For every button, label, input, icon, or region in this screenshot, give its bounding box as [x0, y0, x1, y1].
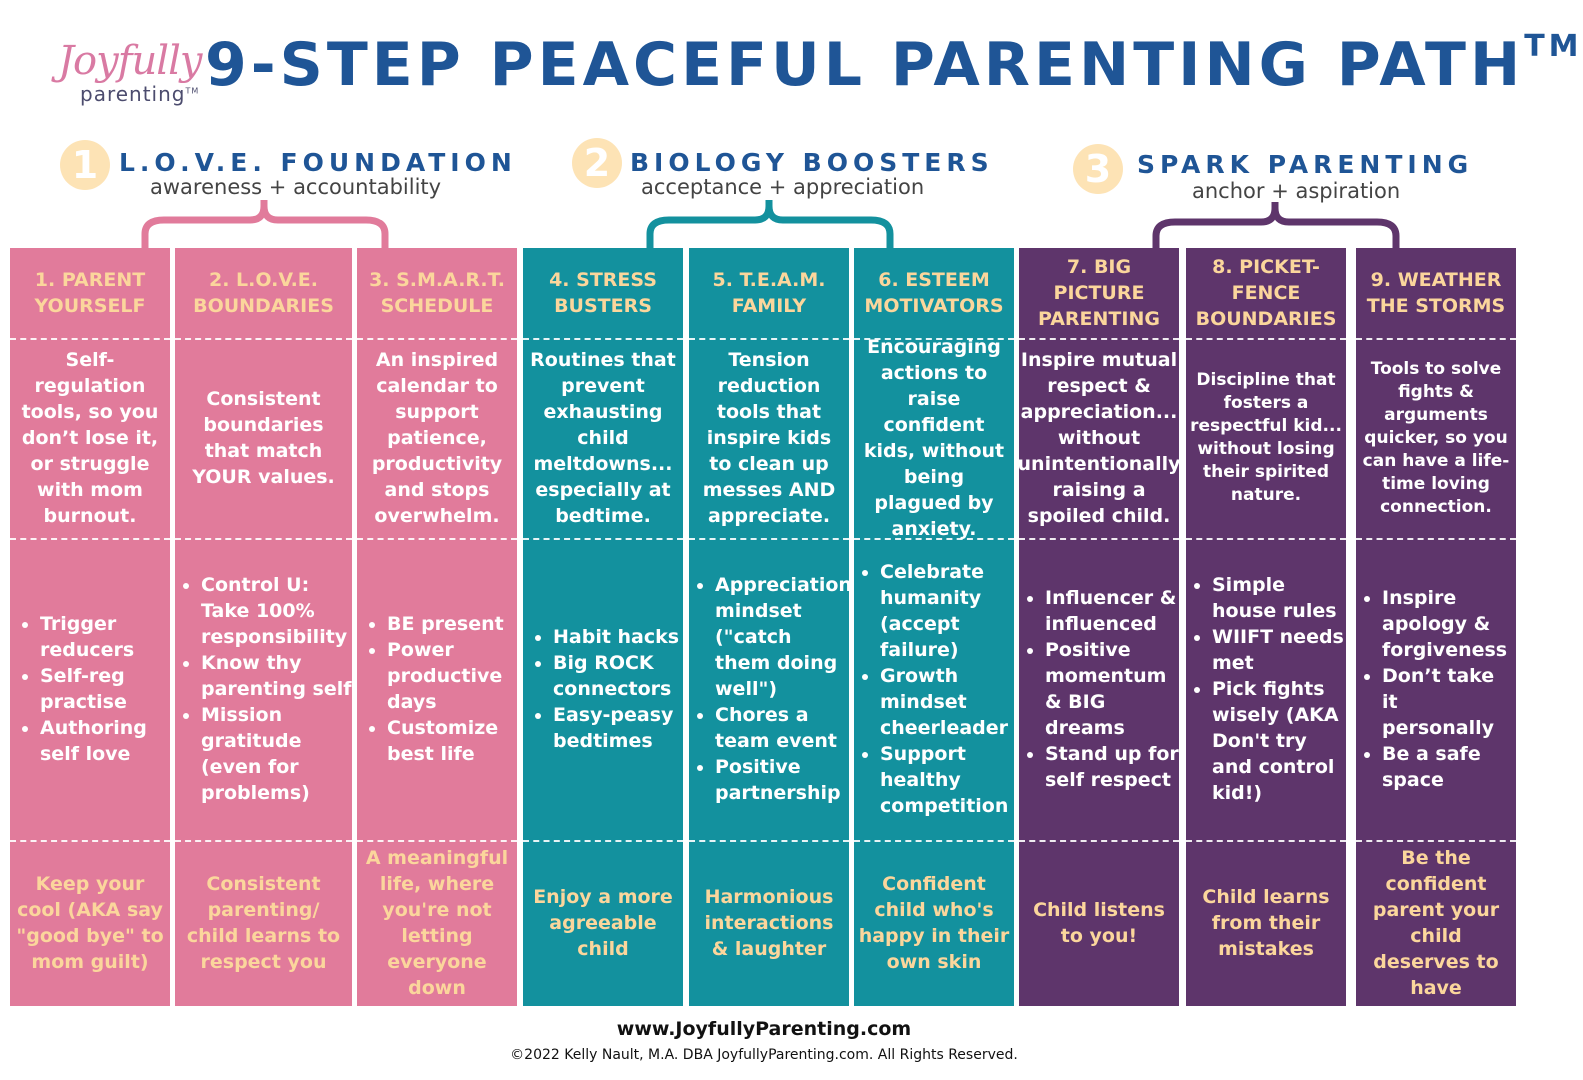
step-outcome: Consistent parenting/ child learns to respect you	[186, 873, 341, 973]
list-item: • Appreciation mindset ("catch them doing well")	[715, 572, 852, 702]
footer-url: www.JoyfullyParenting.com	[616, 1018, 912, 1040]
phase-title: L.O.V.E. FOUNDATION	[119, 148, 517, 177]
step-column-2	[175, 248, 352, 1006]
step-column-3	[357, 248, 517, 1006]
step-outcome: Keep your cool (AKA say "good bye" to mom guilt)	[16, 873, 164, 973]
step-column-9	[1356, 248, 1516, 1006]
step-bullets	[689, 572, 852, 806]
list-item: • WIIFT needs met	[1212, 624, 1346, 676]
page-title: 9-STEP PEACEFUL PARENTING PATH™	[205, 29, 1583, 100]
list-item: • Be a safe space	[1382, 741, 1516, 793]
step-description: An inspired calendar to support patience, productivity and stops overwhelm.	[371, 349, 503, 527]
step-outcome: Confident child who's happy in their own skin	[858, 873, 1010, 973]
step-outcome: Child listens to you!	[1033, 899, 1165, 947]
list-item: • Mission gratitude (even for problems)	[201, 702, 352, 806]
brace-connector-3	[1151, 198, 1401, 252]
step-description: Encouraging actions to raise confident kids, without being plagued by anxiety.	[863, 336, 1005, 540]
step-title: 8. PICKET-FENCE BOUNDARIES	[1195, 256, 1337, 330]
step-bullets	[1019, 585, 1179, 793]
list-item: • Habit hacks	[553, 624, 683, 650]
step-bullets	[10, 611, 170, 767]
step-outcome: Be the confident parent your child deserves to have	[1372, 847, 1500, 999]
list-item: • Celebrate humanity (accept failure)	[880, 559, 1014, 663]
list-item: • Customize best life	[387, 715, 517, 767]
step-description: Tension reduction tools that inspire kids to clean up messes AND appreciate.	[702, 349, 836, 527]
list-item: • Authoring self love	[40, 715, 170, 767]
list-item: • Know thy parenting self	[201, 650, 352, 702]
step-title: 9. WEATHER THE STORMS	[1366, 269, 1506, 317]
step-column-5	[689, 248, 852, 1006]
list-item: • Control U: Take 100% responsibility	[201, 572, 352, 650]
step-description: Routines that prevent exhausting child meltdowns... especially at bedtime.	[530, 349, 676, 527]
list-item: • Positive momentum & BIG dreams	[1045, 637, 1179, 741]
list-item: • Chores a team event	[715, 702, 852, 754]
step-bullets	[1356, 585, 1516, 793]
step-title: 7. BIG PICTURE PARENTING	[1038, 256, 1160, 330]
step-bullets	[175, 572, 352, 806]
step-bullets	[357, 611, 517, 767]
list-item: • Influencer & influenced	[1045, 585, 1179, 637]
list-item: • Trigger reducers	[40, 611, 170, 663]
list-item: • Easy-peasy bedtimes	[553, 702, 683, 754]
step-title: 5. T.E.A.M. FAMILY	[712, 269, 826, 317]
list-item: • Self-reg practise	[40, 663, 170, 715]
step-title: 6. ESTEEM MOTIVATORS	[864, 269, 1004, 317]
trademark: TM	[1524, 29, 1583, 64]
step-column-7	[1019, 248, 1179, 1006]
list-item: • Don’t take it personally	[1382, 663, 1516, 741]
step-title: 3. S.M.A.R.T. SCHEDULE	[369, 269, 505, 317]
step-bullets	[523, 624, 683, 754]
list-item: • Power productive days	[387, 637, 517, 715]
list-item: • Simple house rules	[1212, 572, 1346, 624]
step-title: 2. L.O.V.E. BOUNDARIES	[193, 269, 334, 317]
phase-number-badge: 2	[572, 138, 622, 188]
list-item: • Big ROCK connectors	[553, 650, 683, 702]
phase-title: SPARK PARENTING	[1137, 150, 1474, 179]
footer-copyright: ©2022 Kelly Nault, M.A. DBA JoyfullyParenting.com. All Rights Reserved.	[510, 1047, 1018, 1063]
list-item: • Inspire apology & forgiveness	[1382, 585, 1516, 663]
step-description: Consistent boundaries that match YOUR values.	[192, 388, 335, 488]
step-description: Discipline that fosters a respectful kid... without losing their spirited nature.	[1190, 370, 1342, 505]
step-bullets	[854, 559, 1014, 819]
list-item: • Pick fights wisely (AKA Don't try and control kid!)	[1212, 676, 1346, 806]
phase-number-badge: 1	[60, 140, 110, 190]
step-column-1	[10, 248, 170, 1006]
step-description: Tools to solve fights & arguments quicker, so you can have a life-time loving connection.	[1362, 358, 1510, 517]
step-outcome: Enjoy a more agreeable child	[533, 886, 673, 960]
list-item: • BE present	[387, 611, 517, 637]
phase-subtitle: anchor + aspiration	[1192, 179, 1401, 203]
brace-connector-2	[645, 196, 895, 250]
step-outcome: Harmonious interactions & laughter	[704, 886, 834, 960]
logo-brand: parenting™	[80, 82, 200, 106]
phase-subtitle: acceptance + appreciation	[641, 175, 925, 199]
list-item: • Support healthy competition	[880, 741, 1014, 819]
step-description: Self-regulation tools, so you don’t lose it, or struggle with mom burnout.	[21, 349, 159, 527]
step-column-6	[854, 248, 1014, 1006]
step-column-8	[1186, 248, 1346, 1006]
logo-script: Joyfully	[58, 38, 202, 84]
step-outcome: Child learns from their mistakes	[1202, 886, 1330, 960]
step-outcome: A meaningful life, where you're not letting everyone down	[365, 847, 509, 999]
brace-connector-1	[140, 196, 390, 250]
step-title: 1. PARENT YOURSELF	[34, 269, 146, 317]
list-item: • Positive partnership	[715, 754, 852, 806]
step-description: Inspire mutual respect & appreciation... without unintentionally raising a spoiled child.	[1017, 349, 1181, 527]
phase-subtitle: awareness + accountability	[150, 175, 442, 199]
step-column-4	[523, 248, 683, 1006]
step-title: 4. STRESS BUSTERS	[549, 269, 657, 317]
step-bullets	[1186, 572, 1346, 806]
phase-title: BIOLOGY BOOSTERS	[630, 148, 994, 177]
logo	[58, 38, 208, 108]
phase-number-badge: 3	[1073, 144, 1123, 194]
list-item: • Stand up for self respect	[1045, 741, 1179, 793]
list-item: • Growth mindset cheerleader	[880, 663, 1014, 741]
